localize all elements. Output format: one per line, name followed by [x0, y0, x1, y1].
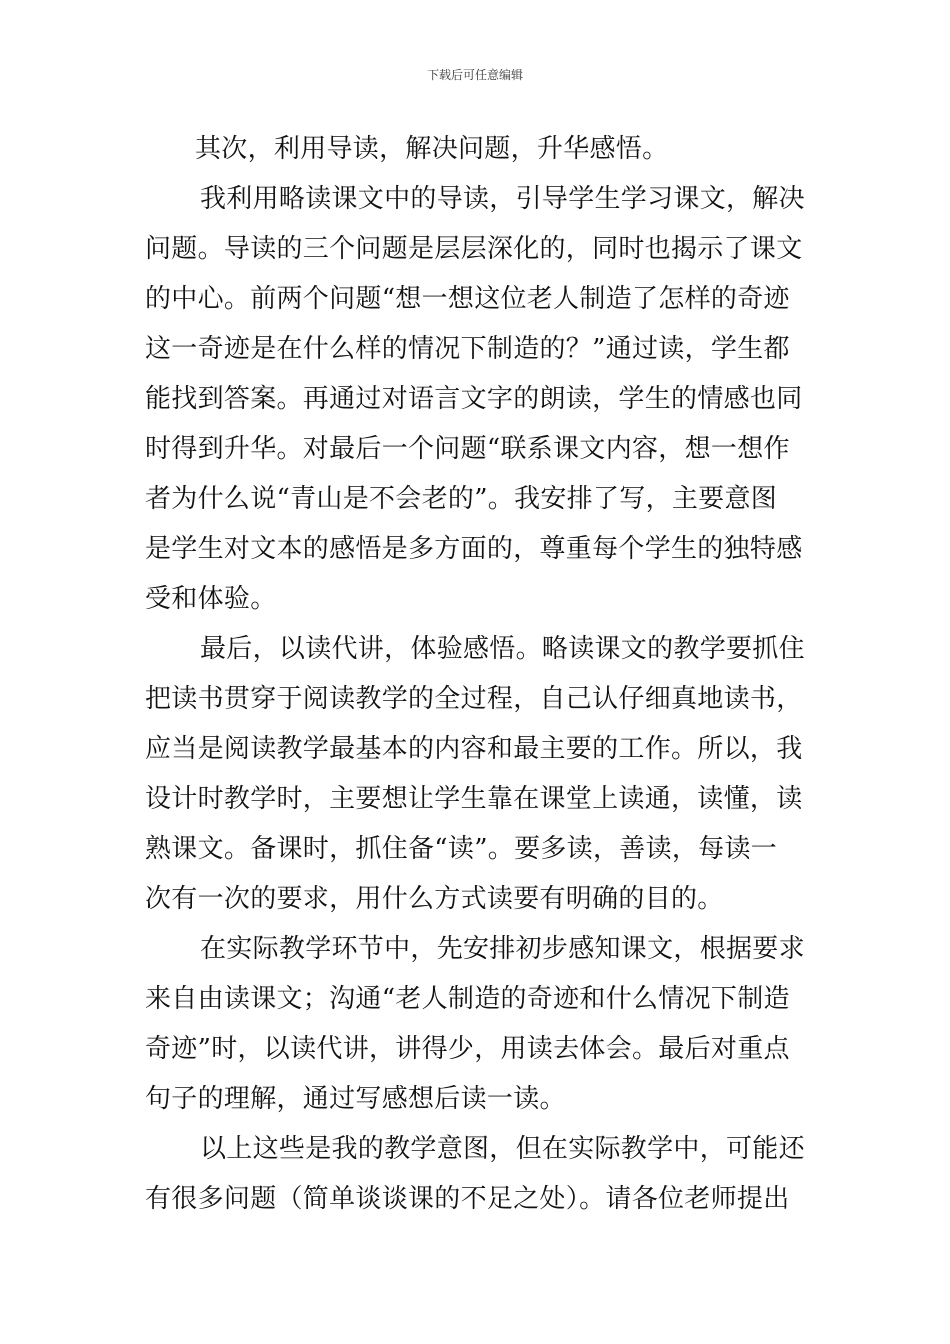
paragraph-line: 我利用略读课文中的导读，引导学生学习课文，解决 [200, 184, 805, 214]
paragraph-line: 次有一次的要求，用什么方式读要有明确的目的。 [145, 884, 724, 914]
paragraph-line: 受和体验。 [145, 584, 277, 614]
paragraph-line: 者为什么说“青山是不会老的”。我安排了写，主要意图 [145, 484, 778, 514]
paragraph-line: 问题。导读的三个问题是层层深化的，同时也揭示了课文 [145, 234, 803, 264]
paragraph-line: 时得到升华。对最后一个问题“联系课文内容，想一想作 [145, 434, 790, 464]
paragraph-line: 句子的理解，通过写感想后读一读。 [145, 1084, 566, 1114]
paragraph-line: 应当是阅读教学最基本的内容和最主要的工作。所以，我 [145, 734, 803, 764]
paragraph-line: 最后，以读代讲，体验感悟。略读课文的教学要抓住 [200, 634, 805, 664]
page-header: 下载后可任意编辑 [426, 68, 523, 82]
paragraph-line: 来自由读课文；沟通“老人制造的奇迹和什么情况下制造 [145, 984, 790, 1014]
paragraph-line: 能找到答案。再通过对语言文字的朗读，学生的情感也同 [145, 384, 803, 414]
paragraph-line: 是学生对文本的感悟是多方面的，尊重每个学生的独特感 [145, 534, 803, 564]
paragraph-line: 熟课文。备课时，抓住备“读”。要多读，善读，每读一 [145, 834, 778, 864]
paragraph-line: 有很多问题（简单谈谈课的不足之处）。请各位老师提出 [145, 1184, 790, 1214]
paragraph-line: 其次，利用导读，解决问题，升华感悟。 [195, 134, 669, 164]
paragraph-line: 把读书贯穿于阅读教学的全过程，自己认仔细真地读书， [145, 684, 803, 714]
paragraph-line: 这一奇迹是在什么样的情况下制造的？”通过读，学生都 [145, 334, 790, 364]
paragraph-line: 在实际教学环节中，先安排初步感知课文，根据要求 [200, 934, 805, 964]
paragraph-line: 以上这些是我的教学意图，但在实际教学中，可能还 [200, 1134, 805, 1164]
paragraph-line: 奇迹”时，以读代讲，讲得少，用读去体会。最后对重点 [145, 1034, 790, 1064]
paragraph-line: 的中心。前两个问题“想一想这位老人制造了怎样的奇迹 [145, 284, 790, 314]
paragraph-line: 设计时教学时，主要想让学生靠在课堂上读通，读懂，读 [145, 784, 803, 814]
